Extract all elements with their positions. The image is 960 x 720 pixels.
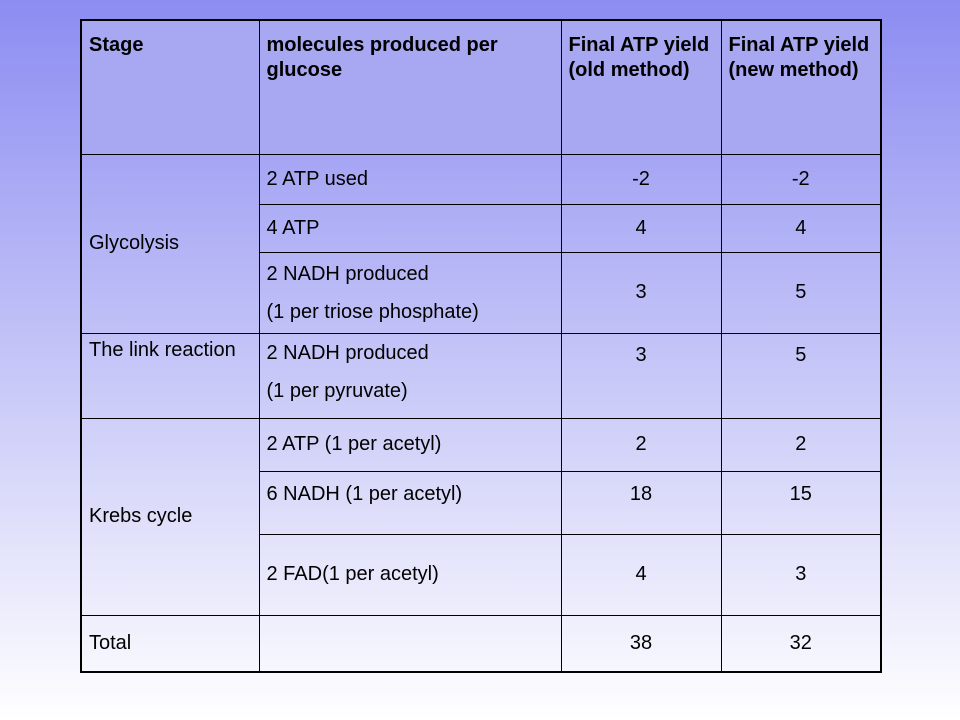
header-old-yield: Final ATP yield (old method) — [561, 20, 721, 154]
molecules-note: (1 per triose phosphate) — [266, 300, 479, 323]
old-yield-cell: 18 — [561, 471, 721, 534]
total-old-yield: 38 — [561, 615, 721, 672]
table-row — [81, 154, 881, 204]
old-yield-cell: 4 — [561, 534, 721, 615]
molecules-line: 2 NADH produced — [266, 341, 429, 364]
molecules-cell: 2 FAD(1 per acetyl) — [259, 534, 561, 615]
molecules-cell: 2 ATP used — [259, 154, 561, 204]
header-row — [81, 20, 881, 154]
old-yield-cell: 4 — [561, 204, 721, 252]
molecules-line: 2 NADH produced — [266, 262, 429, 285]
atp-yield-table — [80, 19, 882, 673]
total-molecules-cell — [259, 615, 561, 672]
new-yield-cell: 3 — [721, 534, 881, 615]
molecules-cell: 2 ATP (1 per acetyl) — [259, 418, 561, 471]
table-row — [81, 418, 881, 471]
molecules-cell: 4 ATP — [259, 204, 561, 252]
new-yield-cell: -2 — [721, 154, 881, 204]
stage-link-reaction — [81, 333, 259, 418]
table-row — [81, 333, 881, 418]
molecules-cell: 6 NADH (1 per acetyl) — [259, 471, 561, 534]
new-yield-cell: 4 — [721, 204, 881, 252]
header-new-yield: Final ATP yield (new method) — [721, 20, 881, 154]
new-yield-cell: 2 — [721, 418, 881, 471]
header-molecules: molecules produced per glucose — [259, 20, 561, 154]
stage-glycolysis: Glycolysis — [81, 154, 259, 333]
total-new-yield: 32 — [721, 615, 881, 672]
new-yield-cell: 5 — [721, 333, 881, 418]
new-yield-cell: 15 — [721, 471, 881, 534]
stage-krebs-cycle: Krebs cycle — [81, 418, 259, 615]
old-yield-cell: 3 — [561, 333, 721, 418]
total-row — [81, 615, 881, 672]
old-yield-cell: -2 — [561, 154, 721, 204]
molecules-cell — [259, 252, 561, 333]
total-label: Total — [81, 615, 259, 672]
old-yield-cell: 2 — [561, 418, 721, 471]
old-yield-cell: 3 — [561, 252, 721, 333]
header-stage: Stage — [81, 20, 259, 154]
molecules-cell — [259, 333, 561, 418]
stage-label: The link reaction — [89, 338, 236, 361]
new-yield-cell: 5 — [721, 252, 881, 333]
molecules-note: (1 per pyruvate) — [266, 379, 408, 402]
